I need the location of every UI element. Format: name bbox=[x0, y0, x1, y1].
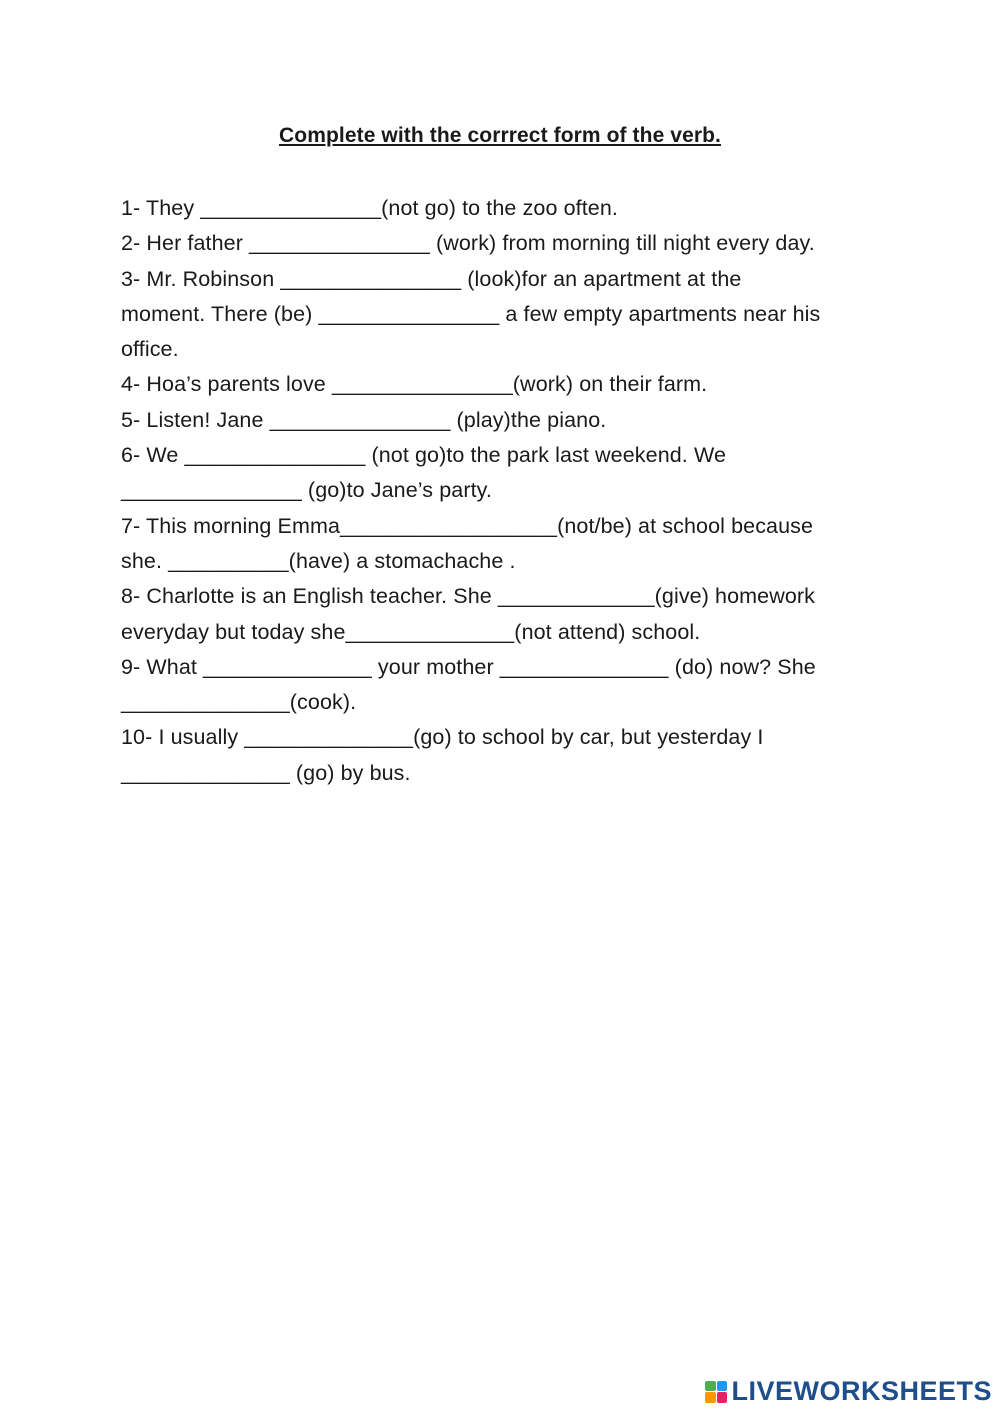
exercise-line: 8- Charlotte is an English teacher. She _____________(give) homework bbox=[121, 584, 816, 609]
exercise-line: 9- What ______________ your mother ______________ (do) now? She bbox=[121, 654, 816, 679]
exercise-line: she. __________(have) a stomachache . bbox=[121, 548, 516, 573]
exercise-line: 5- Listen! Jane _______________ (play)the piano. bbox=[121, 407, 607, 432]
exercise-line: ______________(cook). bbox=[121, 690, 357, 715]
liveworksheets-logo[interactable] bbox=[705, 1376, 992, 1407]
liveworksheets-logo-icon bbox=[705, 1381, 727, 1403]
exercise-line: moment. There (be) _______________ a few empty apartments near his bbox=[121, 301, 821, 326]
exercise-line: _______________ (go)to Jane’s party. bbox=[121, 478, 492, 503]
exercise-line: 3- Mr. Robinson _______________ (look)for an apartment at the bbox=[121, 266, 742, 291]
logo-text: LIVEWORKSHEETS bbox=[731, 1376, 992, 1406]
exercise-line: 7- This morning Emma__________________(not/be) at school because bbox=[121, 513, 814, 538]
exercise-line: 2- Her father _______________ (work) from morning till night every day. bbox=[121, 231, 815, 256]
worksheet-title: Complete with the corrrect form of the verb. bbox=[279, 124, 721, 147]
exercise-line: 1- They _______________(not go) to the zoo often. bbox=[121, 196, 618, 220]
exercise-line: ______________ (go) by bus. bbox=[121, 760, 411, 785]
exercise-line: 10- I usually ______________(go) to school by car, but yesterday I bbox=[121, 725, 764, 750]
exercise-line: office. bbox=[121, 337, 179, 362]
exercise-line: 4- Hoa’s parents love _______________(work) on their farm. bbox=[121, 372, 708, 397]
exercise-list bbox=[121, 191, 881, 791]
exercise-line: everyday but today she______________(not attend) school. bbox=[121, 619, 701, 644]
exercise-line: 6- We _______________ (not go)to the park last weekend. We bbox=[121, 443, 727, 468]
